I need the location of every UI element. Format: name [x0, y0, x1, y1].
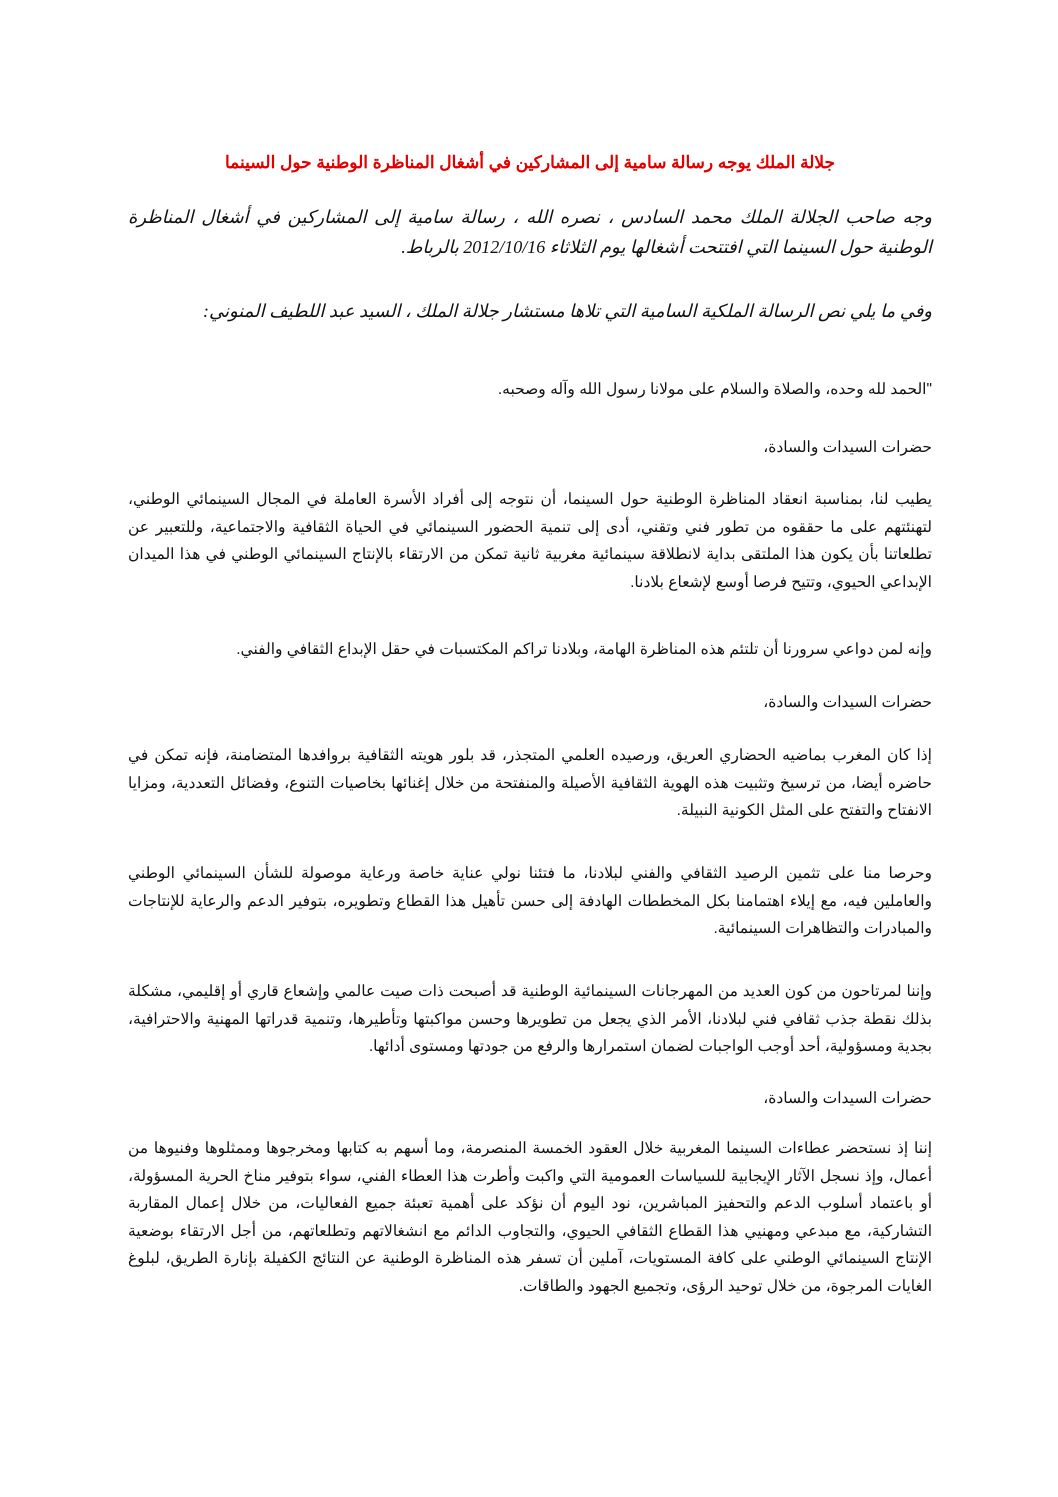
intro-paragraph: وفي ما يلي نص الرسالة الملكية السامية التي تلاها مستشار جلالة الملك ، السيد عبد اللطيف المنوني: [203, 301, 932, 321]
salutation: حضرات السيدات والسادة، [763, 1090, 932, 1107]
body-paragraph: إذا كان المغرب بماضيه الحضاري العريق، ورصيده العلمي المتجذر، قد بلور هويته الثقافية بروافدها المتضامنة، فإنه تمكن في حاضره أيضا، من ترسيخ وتثبيت هذه الهوية الثقافية الأصيلة والمنفتحة من خلال إغنائها بخاصيات التنوع، وفضائل التعددية، ومزايا الانفتاح والتفتح على المثل الكونية النبيلة. [128, 747, 932, 819]
body-paragraph: وإننا لمرتاحون من كون العديد من المهرجانات السينمائية الوطنية قد أصبحت ذات صيت عالمي وإشعاع قاري أو إقليمي، مشكلة بذلك نقطة جذب ثقافي فني لبلادنا، الأمر الذي يجعل من تطويرها وحسن مواكبتها وتأطيرها، وتنمية قدراتها المهنية والاحترافية، بجدية ومسؤولية، أحد أوجب الواجبات لضمان استمرارها والرفع من جودتها ومستوى أدائها. [128, 983, 932, 1055]
body-paragraph: إننا إذ نستحضر عطاءات السينما المغربية خلال العقود الخمسة المنصرمة، وما أسهم به كتابها ومخرجوها وممثلوها وفنيوها من أعمال، وإذ نسجل الآثار الإيجابية للسياسات العمومية التي واكبت وأطرت هذا العطاء الفني، سواء بتوفير مناخ الحرية المسؤولة، أو باعتماد أسلوب الدعم والتحفيز المباشرين، نود اليوم أن نؤكد على أهمية تعبئة جميع الفعاليات، من خلال إعمال المقاربة التشاركية، مع مبدعي ومهنيي هذا القطاع الثقافي الحيوي، والتجاوب الدائم مع انشغالاتهم وتطلعاتهم، من أجل الارتقاء بوضعية الإنتاج السينمائي الوطني على كافة المستويات، آملين أن تسفر هذه المناظرة الوطنية عن النتائج الكفيلة بإنارة الطريق، لبلوغ الغايات المرجوة، من خلال توحيد الرؤى، وتجميع الجهود والطاقات. [128, 1140, 932, 1295]
body-paragraph: وحرصا منا على تثمين الرصيد الثقافي والفني لبلادنا، ما فتئنا نولي عناية خاصة ورعاية موصولة للشأن السينمائي الوطني والعاملين فيه، مع إيلاء اهتمامنا بكل المخططات الهادفة إلى حسن تأهيل هذا القطاع وتطويره، بتوفير الدعم والرعاية للإنتاجات والمبادرات والتظاهرات السينمائية. [128, 865, 932, 937]
intro-paragraph: وجه صاحب الجلالة الملك محمد السادس ، نصره الله ، رسالة سامية إلى المشاركين في أشغال المناظرة الوطنية حول السينما التي افتتحت أشغالها يوم الثلاثاء 2012/10/16 بالرباط. [128, 207, 932, 257]
salutation: حضرات السيدات والسادة، [763, 439, 932, 456]
body-paragraph: وإنه لمن دواعي سرورنا أن تلتئم هذه المناظرة الهامة، وبلادنا تراكم المكتسبات في حقل الإبداع الثقافي والفني. [236, 641, 932, 658]
article-title: جلالة الملك يوجه رسالة سامية إلى المشاركين في أشغال المناظرة الوطنية حول السينما [224, 153, 836, 172]
salutation: حضرات السيدات والسادة، [763, 694, 932, 711]
body-paragraph: يطيب لنا، بمناسبة انعقاد المناظرة الوطنية حول السينما، أن نتوجه إلى أفراد الأسرة العاملة في المجال السينمائي الوطني، لتهنئتهم على ما حققوه من تطور فني وتقني، أدى إلى تنمية الحضور السينمائي في الحياة الثقافية والاجتماعية، وللتعبير عن تطلعاتنا بأن يكون هذا الملتقى بداية لانطلاقة سينمائية مغربية ثانية تمكن من الارتقاء بالإنتاج السينمائي الوطني في هذا الميدان الإبداعي الحيوي، وتتيح فرصا أوسع لإشعاع بلادنا. [128, 491, 932, 591]
body-paragraph: "الحمد لله وحده، والصلاة والسلام على مولانا رسول الله وآله وصحبه. [497, 381, 932, 398]
